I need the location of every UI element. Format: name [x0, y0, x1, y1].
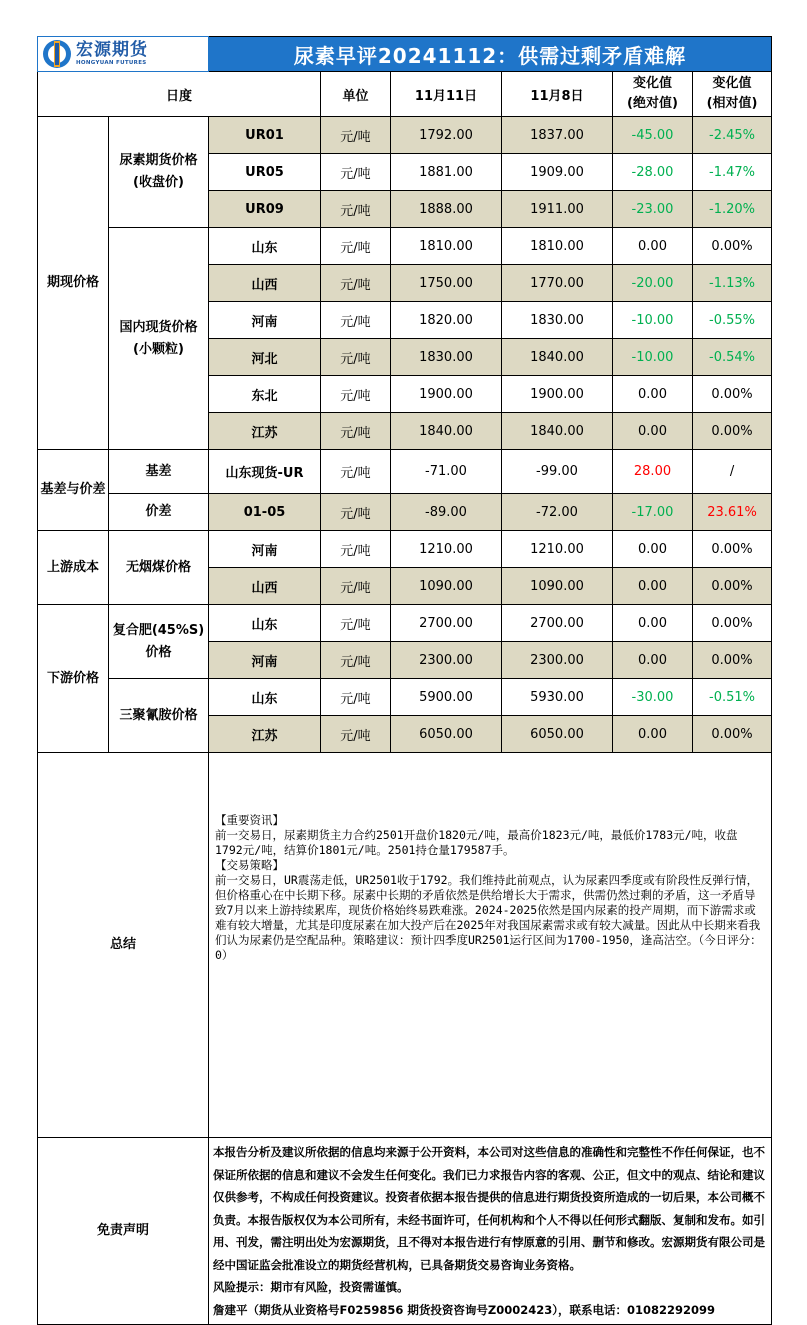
subgroup-spot-line1: 国内现货价格 [119, 319, 198, 335]
row-d1: 1888.00 [391, 191, 502, 228]
table-row [38, 228, 772, 265]
row-item: 江苏 [209, 413, 321, 450]
row-d2: 1909.00 [502, 154, 613, 191]
row-unit: 元/吨 [321, 302, 391, 339]
row-d2: 1090.00 [502, 568, 613, 605]
row-rel: -1.47% [693, 154, 772, 191]
table-row [38, 531, 772, 568]
row-rel: 0.00% [693, 228, 772, 265]
row-item: 河南 [209, 531, 321, 568]
row-abs: -10.00 [613, 302, 693, 339]
row-item: 山东 [209, 679, 321, 716]
row-unit: 元/吨 [321, 376, 391, 413]
column-header-row [38, 72, 772, 117]
table-row [38, 494, 772, 531]
report-title: 尿素早评20241112：供需过剩矛盾难解 [293, 43, 687, 68]
subgroup-compound-line2: 价格 [145, 644, 172, 660]
row-item: UR05 [209, 154, 321, 191]
row-abs: -17.00 [613, 494, 693, 531]
row-d2: 1837.00 [502, 117, 613, 154]
row-item: 江苏 [209, 716, 321, 753]
row-d2: 6050.00 [502, 716, 613, 753]
row-abs: 0.00 [613, 642, 693, 679]
row-abs: 0.00 [613, 716, 693, 753]
col-header-rel-line2: (相对值) [706, 96, 758, 111]
row-unit: 元/吨 [321, 191, 391, 228]
row-rel: 0.00% [693, 413, 772, 450]
col-header-rel-change [693, 72, 772, 117]
row-rel: 0.00% [693, 376, 772, 413]
summary-content [209, 753, 772, 1138]
row-unit: 元/吨 [321, 716, 391, 753]
row-rel: / [693, 450, 772, 494]
row-d1: 1810.00 [391, 228, 502, 265]
row-d1: 2700.00 [391, 605, 502, 642]
logo-text-en: HONGYUAN FUTURES [76, 60, 147, 66]
row-d2: 2700.00 [502, 605, 613, 642]
row-unit: 元/吨 [321, 494, 391, 531]
row-abs: -20.00 [613, 265, 693, 302]
row-rel: 0.00% [693, 642, 772, 679]
col-header-abs-line2: (绝对值) [627, 96, 678, 111]
row-unit: 元/吨 [321, 642, 391, 679]
row-rel: 0.00% [693, 605, 772, 642]
table-row [38, 679, 772, 716]
report-table [37, 36, 772, 1325]
row-item: 河南 [209, 642, 321, 679]
group-basis-spread: 基差与价差 [38, 450, 109, 531]
row-d1: 1210.00 [391, 531, 502, 568]
row-unit: 元/吨 [321, 605, 391, 642]
subgroup-basis: 基差 [109, 450, 209, 494]
row-item: 山东现货-UR [209, 450, 321, 494]
subgroup-compound [109, 605, 209, 679]
row-abs: -10.00 [613, 339, 693, 376]
row-d1: 1750.00 [391, 265, 502, 302]
subgroup-futures-line2: (收盘价) [133, 175, 184, 190]
summary-news-text: 前一交易日，尿素期货主力合约2501开盘价1820元/吨，最高价1823元/吨，最低价1783元/吨，收盘1792元/吨，结算价1801元/吨。2501持仓量179587手。 [215, 828, 738, 857]
row-item: 山东 [209, 228, 321, 265]
col-header-abs-line1: 变化值 [632, 76, 672, 91]
row-rel: -2.45% [693, 117, 772, 154]
row-abs: -45.00 [613, 117, 693, 154]
row-d1: 1840.00 [391, 413, 502, 450]
row-d2: 5930.00 [502, 679, 613, 716]
row-unit: 元/吨 [321, 679, 391, 716]
summary-label: 总结 [38, 753, 209, 1138]
row-rel: -0.54% [693, 339, 772, 376]
group-upstream: 上游成本 [38, 531, 109, 605]
row-item: 河北 [209, 339, 321, 376]
row-abs: 0.00 [613, 413, 693, 450]
row-abs: 28.00 [613, 450, 693, 494]
row-d1: 2300.00 [391, 642, 502, 679]
row-unit: 元/吨 [321, 568, 391, 605]
risk-notice: 风险提示：期市有风险，投资需谨慎。 [213, 1280, 409, 1294]
row-rel: -0.55% [693, 302, 772, 339]
row-d2: 2300.00 [502, 642, 613, 679]
table-row [38, 450, 772, 494]
row-item: UR01 [209, 117, 321, 154]
row-abs: -28.00 [613, 154, 693, 191]
row-d2: 1810.00 [502, 228, 613, 265]
analyst-contact: 詹建平（期货从业资格号F0259856 期货投资咨询号Z0002423），联系电话：01082292099 [213, 1302, 715, 1317]
row-item: 山西 [209, 265, 321, 302]
row-d1: -71.00 [391, 450, 502, 494]
col-header-unit: 单位 [321, 72, 391, 117]
row-d2: 1770.00 [502, 265, 613, 302]
logo-text-cn: 宏源期货 [76, 40, 148, 60]
subgroup-spot-price [109, 228, 209, 450]
row-abs: 0.00 [613, 376, 693, 413]
row-d2: 1840.00 [502, 339, 613, 376]
summary-row [38, 753, 772, 1138]
summary-strategy-heading: 【交易策略】 [215, 858, 284, 872]
row-rel: 23.61% [693, 494, 772, 531]
row-unit: 元/吨 [321, 531, 391, 568]
col-header-abs-change [613, 72, 693, 117]
row-d2: 1840.00 [502, 413, 613, 450]
col-header-rel-line1: 变化值 [712, 76, 752, 91]
row-d2: 1210.00 [502, 531, 613, 568]
row-unit: 元/吨 [321, 450, 391, 494]
subgroup-spot-line2: (小颗粒) [133, 341, 184, 357]
row-rel: -1.20% [693, 191, 772, 228]
row-d2: -72.00 [502, 494, 613, 531]
disclaimer-text: 本报告分析及建议所依据的信息均来源于公开资料，本公司对这些信息的准确性和完整性不作任何保证，也不保证所依据的信息和建议不会发生任何变化。我们已力求报告内容的客观、公正，但文中的观点、结论和建议仅供参考，不构成任何投资建议。投资者依据本报告提供的信息进行期货投资所造成的一切后果，本公司概不负责。本报告版权仅为本公司所有，未经书面许可，任何机构和个人不得以任何形式翻版、复制和发布。如引用、刊发，需注明出处为宏源期货，且不得对本报告进行有悖原意的引用、删节和修改。宏源期货有限公司是经中国证监会批准设立的期货经营机构，已具备期货交易咨询业务资格。 [213, 1145, 765, 1272]
row-item: 东北 [209, 376, 321, 413]
row-rel: 0.00% [693, 568, 772, 605]
disclaimer-row [38, 1138, 772, 1325]
disclaimer-content [209, 1138, 772, 1325]
row-abs: 0.00 [613, 228, 693, 265]
row-item: 山西 [209, 568, 321, 605]
row-d2: -99.00 [502, 450, 613, 494]
subgroup-coal: 无烟煤价格 [109, 531, 209, 605]
table-row [38, 117, 772, 154]
row-unit: 元/吨 [321, 265, 391, 302]
subgroup-futures-line1: 尿素期货价格 [119, 153, 198, 168]
row-rel: 0.00% [693, 716, 772, 753]
row-unit: 元/吨 [321, 154, 391, 191]
report [37, 36, 771, 1325]
group-futures-spot: 期现价格 [38, 117, 109, 450]
row-item: UR09 [209, 191, 321, 228]
title-row [38, 37, 772, 72]
row-d1: 1090.00 [391, 568, 502, 605]
row-abs: 0.00 [613, 531, 693, 568]
col-header-d2: 11月8日 [502, 72, 613, 117]
row-item: 河南 [209, 302, 321, 339]
row-unit: 元/吨 [321, 117, 391, 154]
row-item: 山东 [209, 605, 321, 642]
group-downstream: 下游价格 [38, 605, 109, 753]
row-rel: -0.51% [693, 679, 772, 716]
subgroup-spread: 价差 [109, 494, 209, 531]
row-d2: 1911.00 [502, 191, 613, 228]
row-rel: -1.13% [693, 265, 772, 302]
summary-strategy-text: 前一交易日，UR震荡走低，UR2501收于1792。我们维持此前观点，认为尿素四季度或有阶段性反弹行情，但价格重心在中长期下移。尿素中长期的矛盾依然是供给增长大于需求，供需仍然过剩的矛盾，这一矛盾导致7月以来上游持续累库，现货价格始终易跌难涨。2024-2025依然是国内尿素的投产周期，而下游需求或难有较大增量，尤其是印度尿素在加大投产后在2025年对我国尿素需求或有较大减量。因此从中长期来看我们认为尿素仍是空配品种。策略建议：预计四季度UR2501运行区间为1700-1950，逢高沽空。（今日评分：0） [215, 873, 762, 962]
row-d1: 1881.00 [391, 154, 502, 191]
row-abs: 0.00 [613, 605, 693, 642]
disclaimer-label: 免责声明 [38, 1138, 209, 1325]
row-rel: 0.00% [693, 531, 772, 568]
subgroup-futures-price [109, 117, 209, 228]
subgroup-compound-line1: 复合肥(45%S) [112, 622, 205, 638]
col-header-date: 日度 [38, 72, 321, 117]
row-d1: 1792.00 [391, 117, 502, 154]
row-item: 01-05 [209, 494, 321, 531]
row-d1: 1820.00 [391, 302, 502, 339]
row-unit: 元/吨 [321, 339, 391, 376]
table-row [38, 605, 772, 642]
row-d1: 6050.00 [391, 716, 502, 753]
subgroup-melamine: 三聚氰胺价格 [109, 679, 209, 753]
report-title-cell [209, 37, 772, 72]
col-header-d1: 11月11日 [391, 72, 502, 117]
row-d2: 1900.00 [502, 376, 613, 413]
row-d1: -89.00 [391, 494, 502, 531]
row-abs: 0.00 [613, 568, 693, 605]
row-d1: 1830.00 [391, 339, 502, 376]
row-unit: 元/吨 [321, 228, 391, 265]
row-d2: 1830.00 [502, 302, 613, 339]
company-logo [38, 39, 208, 69]
logo-cell [38, 37, 209, 72]
summary-news-heading: 【重要资讯】 [215, 813, 284, 827]
row-d1: 5900.00 [391, 679, 502, 716]
row-d1: 1900.00 [391, 376, 502, 413]
logo-mark-icon [42, 39, 72, 69]
row-unit: 元/吨 [321, 413, 391, 450]
row-abs: -30.00 [613, 679, 693, 716]
row-abs: -23.00 [613, 191, 693, 228]
